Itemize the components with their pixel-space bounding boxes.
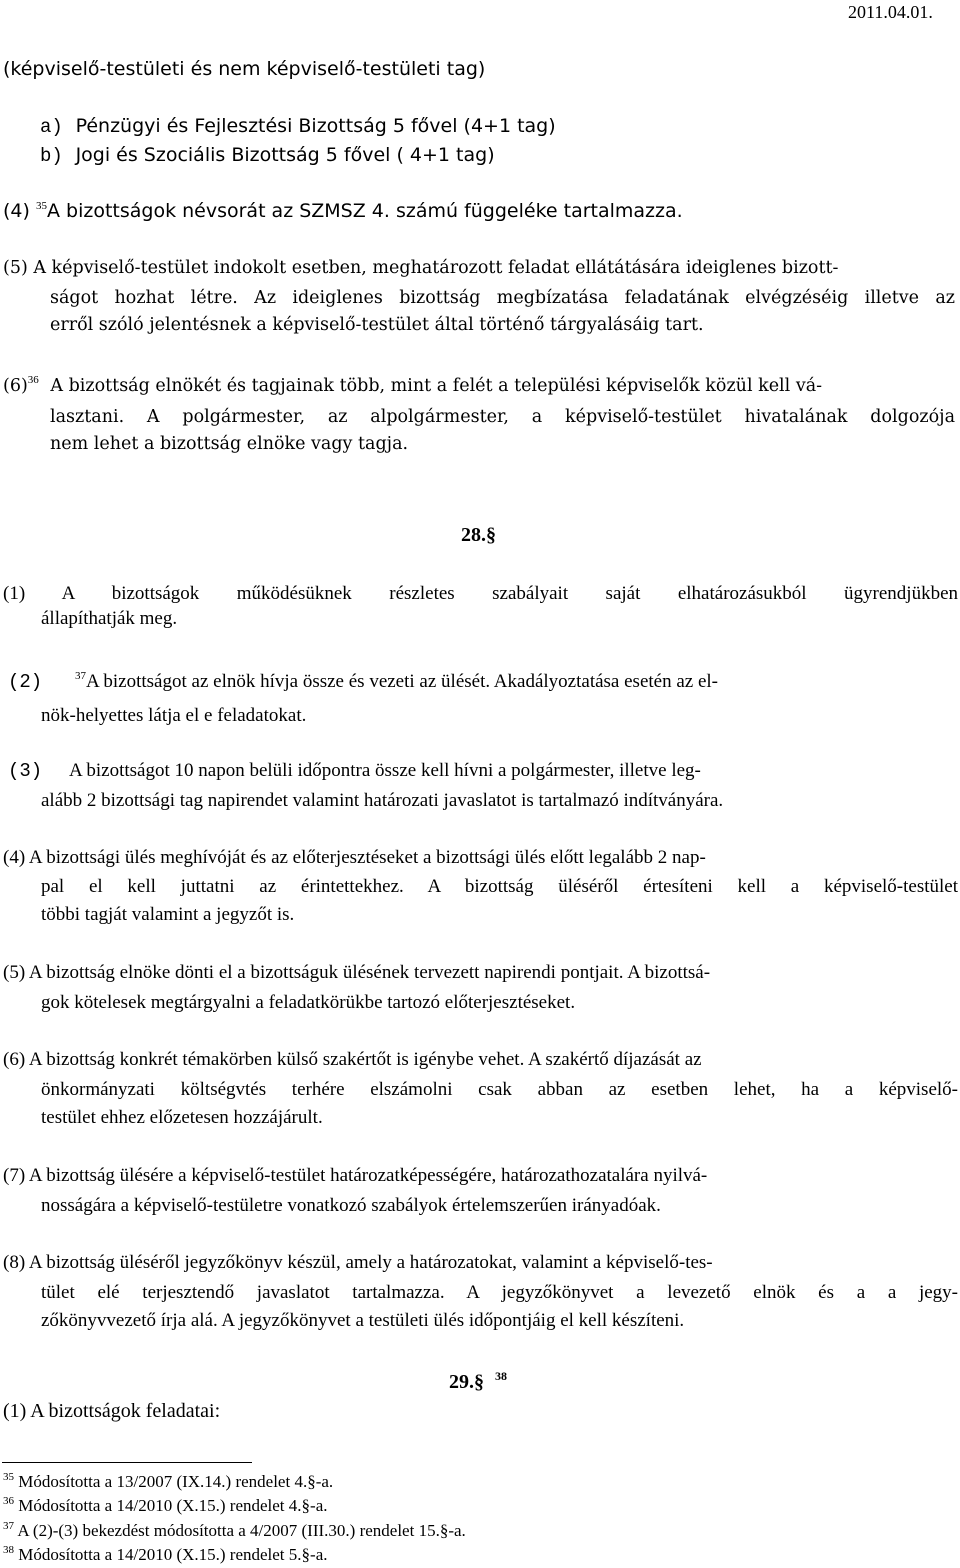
paragraph-5-line1: (5) A képviselő-testület indokolt esetben, meghatározott feladat ellátátására ideiglenes bizott- xyxy=(3,258,839,278)
footnote-separator xyxy=(2,1462,252,1463)
footnote-38: $^{38}$ Módosította a 14/2010 (X.15.) rendelet 5.§-a. xyxy=(3,1544,328,1564)
footnote-ref: 38 xyxy=(495,1369,507,1383)
s28-para5-line1: (5) A bizottság elnöke dönti el a bizottságuk ülésének tervezett napirendi pontjait. A bizottsá- xyxy=(3,962,711,983)
section-29-title: 29.§ $^{38}$ xyxy=(449,1369,507,1393)
paragraph-4: (4) $^{35}$A bizottságok névsorát az SZMSZ 4. számú függeléke tartalmazza. xyxy=(3,200,683,222)
page-date: 2011.04.01. xyxy=(848,2,933,22)
s28-para8-body: tület elé terjesztendő javaslatot tartalmazza. A jegyzőkönyvet a levezető elnök és a a jegy- zőkönyvvezető írja alá. A jegyzőkönyvet a testületi ülés időpontjáig el kell készíteni. xyxy=(41,1282,958,1331)
s28-para7-line2: nosságára a képviselő-testületre vonatkozó szabályok értelemszerűen irányadóak. xyxy=(41,1195,661,1216)
paragraph-6-line1: $(6)^{36}$ A bizottság elnökét és tagjainak több, mint a felét a települési képviselők közül kell vá- xyxy=(3,374,823,396)
s28-para1: (1) A bizottságok működésüknek részletes szabályait saját elhatározásukból ügyrendjükben állapíthatják meg. xyxy=(3,583,958,629)
s28-para2-line1: (2) $^{37}$A bizottságot az elnök hívja össze és vezeti az ülését. Akadályoztatása esetén az el- xyxy=(8,670,718,693)
section-29-para1: (1) A bizottságok feladatai: xyxy=(3,1400,221,1422)
footnote-ref: 35 xyxy=(35,200,47,212)
s28-para8-line1: (8) A bizottság üléséről jegyzőkönyv készül, amely a határozatokat, valamint a képviselő-tes- xyxy=(3,1252,713,1273)
section-28-title: 28.§ xyxy=(461,524,496,546)
s28-para5-line2: gok kötelesek megtárgyalni a feladatkörükbe tartozó előterjesztéseket. xyxy=(41,992,576,1013)
footnote-35: $^{35}$ Módosította a 13/2007 (IX.14.) rendelet 4.§-a. xyxy=(3,1471,334,1491)
intro-line: (képviselő-testületi és nem képviselő-testületi tag) xyxy=(3,58,486,80)
paragraph-5-body xyxy=(50,288,955,335)
committee-text: Pénzügyi és Fejlesztési Bizottság 5 fővel (4+1 tag) xyxy=(75,115,556,137)
footnote-ref: 36 xyxy=(27,374,39,386)
committee-item-a xyxy=(40,115,556,138)
paragraph-6-line3: nem lehet a bizottság elnöke vagy tagja. xyxy=(50,434,409,454)
paragraph-5-line3: erről szóló jelentésnek a képviselő-testület által történő tárgyalásáig tart. xyxy=(50,315,704,335)
s28-para6-body: önkormányzati költségvtés terhére elszámolni csak abban az esetben lehet, ha a képviselő- testület ehhez előzetesen hozzájárult. xyxy=(41,1079,958,1128)
footnote-37: $^{37}$ A (2)-(3) bekezdést módosította a 4/2007 (III.30.) rendelet 15.§-a. xyxy=(3,1520,466,1540)
s28-para7-line1: (7) A bizottság ülésére a képviselő-testület határozatképességére, határozathozatalára nyilvá- xyxy=(3,1165,708,1186)
committee-text: Jogi és Szociális Bizottság 5 fővel ( 4+1 tag) xyxy=(75,144,495,166)
paragraph-6-line2: lasztani. A polgármester, az alpolgármester, a képviselő-testület hivatalának dolgozója xyxy=(50,407,955,427)
section-sign: § xyxy=(486,524,496,546)
paragraph-5-line2: ságot hozhat létre. Az ideiglenes bizottság megbízatása feladatának elvégzéséig illetve az xyxy=(50,288,955,308)
section-sign: § xyxy=(474,1371,484,1393)
committee-item-b xyxy=(40,144,495,167)
paragraph-6-body xyxy=(50,407,955,454)
s28-para4-line1: (4) A bizottsági ülés meghívóját és az előterjesztéseket a bizottsági ülés előtt legalább 2 nap- xyxy=(3,847,706,868)
s28-para6-line1: (6) A bizottság konkrét témakörben külső szakértőt is igénybe vehet. A szakértő díjazását az xyxy=(3,1049,702,1070)
s28-para4-body: pal el kell juttatni az érintettekhez. A bizottság üléséről értesíteni kell a képviselő-testület többi tagját valamint a jegyzőt is. xyxy=(41,876,958,925)
footnote-36: $^{36}$ Módosította a 14/2010 (X.15.) rendelet 4.§-a. xyxy=(3,1495,328,1515)
s28-para2-line2: nök-helyettes látja el e feladatokat. xyxy=(41,705,307,726)
list-marker: b) xyxy=(40,145,63,167)
list-marker: a) xyxy=(40,116,63,138)
s28-para3-line2: alább 2 bizottsági tag napirendet valamint határozati javaslatot is tartalmazó indítványára. xyxy=(41,790,724,811)
s28-para3-line1: (3) A bizottságot 10 napon belüli időpontra össze kell hívni a polgármester, illetve leg- xyxy=(8,760,701,782)
footnote-ref: 37 xyxy=(74,670,86,682)
